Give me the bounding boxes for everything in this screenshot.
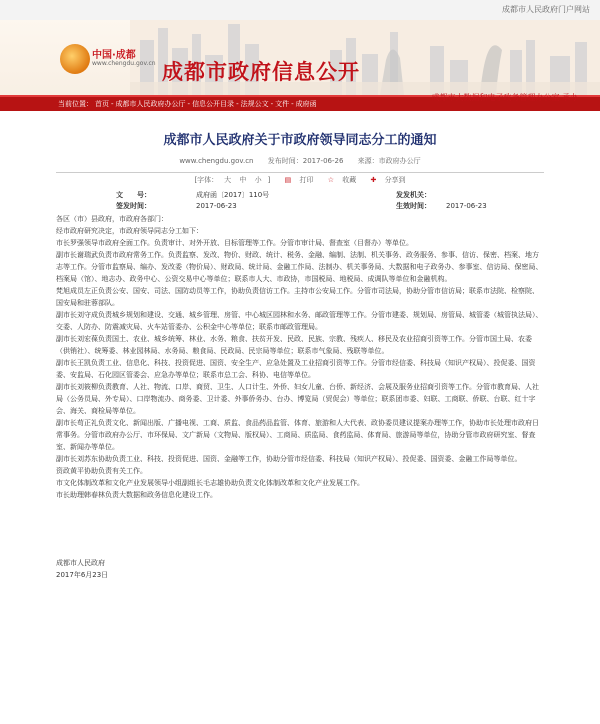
logo-url: www.chengdu.gov.cn [92,60,156,67]
chengdu-logo[interactable] [60,44,156,84]
paragraph: 各区（市）县政府，市政府各部门： [56,215,168,223]
breadcrumb-item-office[interactable]: 成都市人民政府办公厅 [115,100,186,108]
font-large-button[interactable]: 大 [224,176,232,184]
site-banner [0,20,600,102]
breadcrumb-item-catalog[interactable]: 信息公开目录 [192,100,235,108]
paragraph: 资政黄平协助负责有关工作。 [56,467,147,475]
paragraph: 副市长谢瑞武负责市政府常务工作。负责监察、发改、物价、财政、统计、税务、金融、编制、法制、机关事务、政务服务、参事、信访、保密、档案、地方志等工作。分管市监察局、编办、发改委（物价局）、财政局、统计局、金融工作局、法制办、机关事务局、大数据和电子政务办、参事室、信访局、保密局、档案局（馆）、地志办、政务中心、公资交易中心等单位；联系市人大、市政协，市国税局、地税局、成调队等单位和金融机构。 [56,251,543,283]
paragraph: 经市政府研究决定，市政府领导同志分工如下： [56,227,203,235]
printer-icon: ▤ [284,176,292,184]
article [56,111,544,581]
signature-block [56,557,544,581]
signature-date: 2017年6月23日 [56,571,109,579]
share-icon: ✚ [370,176,377,184]
paragraph: 副市长王凯负责工业、信息化、科技、投资促进、国资、安全生产、应急处置及工业招商引资等工作。分管市经信委、科技局（知识产权局）、投促委、国资委、安监局、石化园区管委会、应急办等单位；联系市总工会、科协、电信等单位。 [56,359,536,379]
breadcrumb-item-regulations[interactable]: 法规公文 [240,100,269,108]
effect-date-value: 2017-06-23 [446,201,487,210]
logo-text: 中国·成都 [92,50,136,61]
breadcrumb-prefix: 当前位置： [58,100,93,108]
sign-date-label: 签发时间： [116,201,151,210]
breadcrumb-separator: - [187,100,191,108]
sun-emblem-icon [60,44,90,74]
breadcrumb-separator: - [291,100,294,108]
document-info-table [56,189,544,211]
effect-date-label: 生效时间： [396,201,431,210]
print-button[interactable]: ▤ 打印 [284,176,314,184]
paragraph: 副市长苟正礼负责文化、新闻出版、广播电视、工商、质监、食品药品监管、体育、旅游和人大代表、政协委员建议提案办理等工作，协助市长处理市政府日常事务。分管市政府办公厅、市环保局、文广新局（文物局、版权局）、工商局、质监局、食药监局、体育局、旅游局等单位，协助分管市政府研究室、督查室、新闻办等单位。 [56,419,539,451]
issuer-value [446,189,544,200]
paragraph: 市长罗强领导市政府全面工作。负责审计、对外开放、目标管理等工作。分管市审计局、督查室（目督办）等单位。 [56,239,413,247]
paragraph: 副市长刘守成负责城乡规划和建设、交通、城乡管理、房管、中心城区园林和水务、邮政管理等工作。分管市建委、规划局、房管局、城管委（城管执法局）、交委、人防办、防震减灾局、火车站管委办、公积金中心等单位；联系市邮政管理局。 [56,311,543,331]
breadcrumb-separator: - [111,100,114,108]
signature-org: 成都市人民政府 [56,559,105,567]
article-body [56,213,544,501]
paragraph: 梵旭成员左正负责公安、国安、司法、国防动员等工作，协助负责信访工作。主持市公安局工作。分管市司法局，协助分管市信访局；联系市法院、检察院、国安局和驻蓉部队。 [56,287,539,307]
breadcrumb-item-documents[interactable]: 文件 [275,100,290,108]
font-medium-button[interactable]: 中 [239,176,247,184]
host-organization: 成都市大数据和电子政务管理办公室 承办 [431,93,578,102]
doc-number-value: 成府函〔2017〕110号 [196,190,270,199]
font-size-label: [字体： 大 中 小 ] [194,176,271,184]
portal-link[interactable]: 成都市人民政府门户网站 [502,5,590,14]
article-meta [56,156,544,168]
site-title: 成都市政府信息公开 [162,60,360,84]
article-date: 发布时间：2017-06-26 [267,157,344,165]
breadcrumb-item-home[interactable]: 首页 [95,100,109,108]
paragraph: 副市长刘宏葆负责国土、农业、城乡统筹、林业、水务、粮食、扶贫开发、民政、民族、宗教、残疾人、移民及农业招商引资等工作。分管市国土局、农委（供销社）、统筹委、林业园林局、水务局、粮食局、民政局、民宗局等单位；联系市气象局、残联等单位。 [56,335,532,355]
article-tools [56,175,544,187]
sign-date-value: 2017-06-23 [196,201,237,210]
divider [56,172,544,173]
font-small-button[interactable]: 小 [254,176,262,184]
paragraph: 市文化体制改革和文化产业发展领导小组副组长毛志雄协助负责文化体制改革和文化产业发展工作。 [56,479,364,487]
paragraph: 副市长刘筱柳负责教育、人社、物流、口岸、商贸、卫生、人口计生、外侨、妇女儿童、台侨、新经济、会展及服务业招商引资等工作。分管市教育局、人社局（公务员局、外专局）、口岸物流办、商务委、卫计委、外事侨务办、台办、博览局（贸促会）等单位；联系团市委、妇联、工商联、侨联、台联、红十字会、海关、商检局等单位。 [56,383,539,415]
paragraph: 副市长刘苏东协助负责工业、科技、投资促进、国资、金融等工作，协助分管市经信委、科技局（知识产权局）、投促委、国资委、金融工作局等单位。 [56,455,522,463]
breadcrumb-separator: - [270,100,274,108]
paragraph: 市长助理韩春林负责大数据和政务信息化建设工作。 [56,491,217,499]
top-bar [0,0,600,20]
article-source: www.chengdu.gov.cn [179,157,254,165]
article-title: 成都市人民政府关于市政府领导同志分工的通知 [163,133,437,148]
breadcrumb-separator: - [236,100,239,108]
issuer-label: 发发机关： [396,190,431,199]
doc-number-label: 文 号： [116,190,151,199]
star-icon: ☆ [327,176,334,184]
favorite-button[interactable]: ☆ 收藏 [327,176,357,184]
article-publisher: 来源：市政府办公厅 [357,157,421,165]
breadcrumb-item-letters[interactable]: 成府函 [295,100,317,108]
share-button[interactable]: ✚ 分享到 [370,176,406,184]
